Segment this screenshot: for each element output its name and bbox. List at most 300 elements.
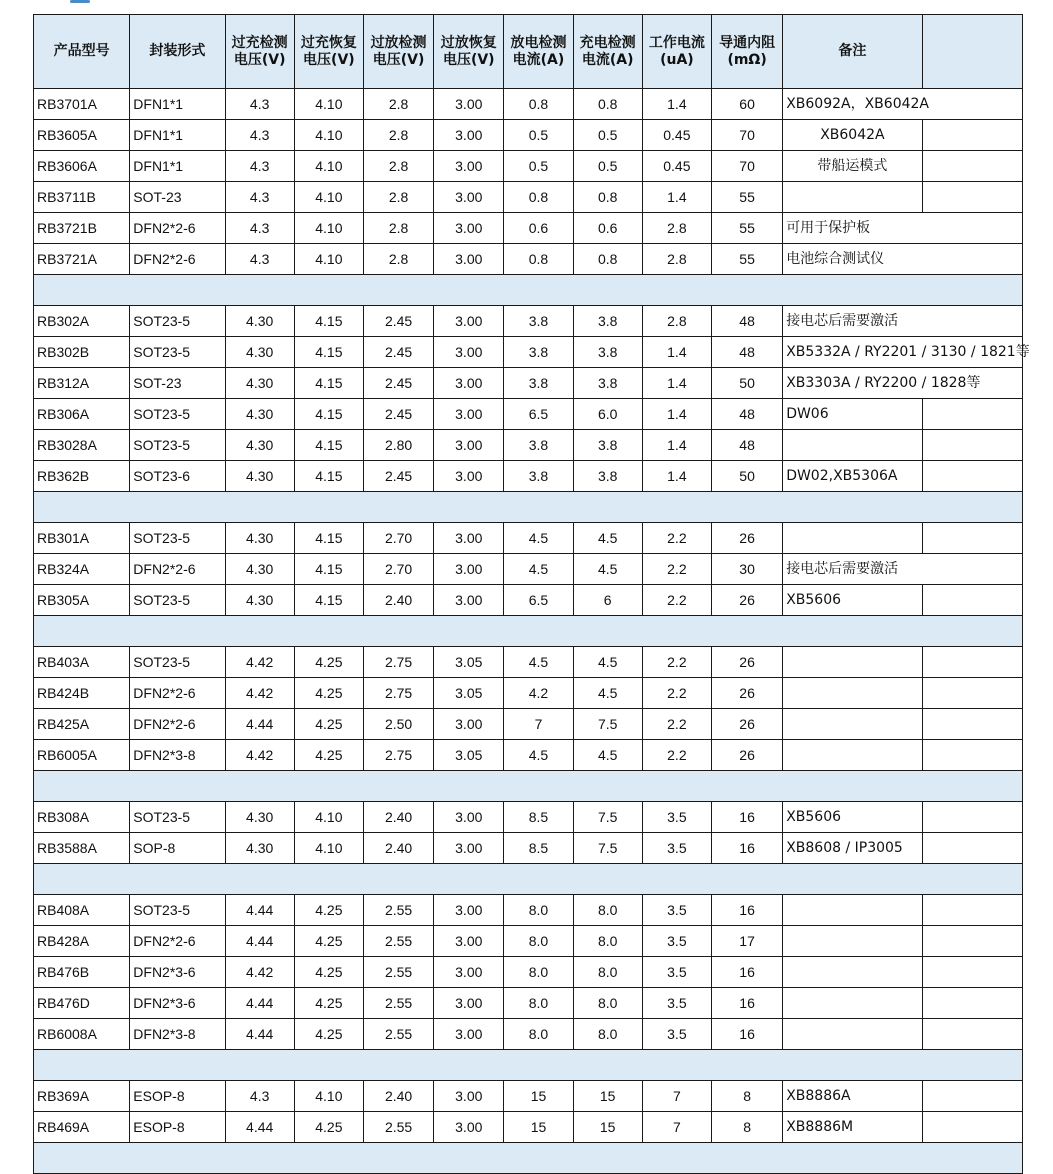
- cell-remark: XB5332A / RY2201 / 3130 / 1821等: [783, 337, 1023, 368]
- cell-package: DFN1*1: [130, 120, 225, 151]
- cell-overcharge-detect-v: 4.30: [225, 399, 294, 430]
- cell-package: ESOP-8: [130, 1081, 225, 1112]
- cell-overcharge-release-v: 4.15: [294, 461, 363, 492]
- cell-overdischarge-detect-v: 2.8: [363, 120, 433, 151]
- cell-operating-ua: 3.5: [642, 926, 711, 957]
- cell-package: SOT23-5: [130, 306, 225, 337]
- table-row: [34, 554, 1023, 585]
- cell-remark: XB8608 / IP3005: [783, 833, 922, 864]
- table-row: [34, 988, 1023, 1019]
- cell-overcharge-release-v: 4.25: [294, 1112, 363, 1143]
- cell-overcharge-detect-v: 4.44: [225, 709, 294, 740]
- cell-operating-ua: 2.2: [642, 678, 711, 709]
- cell-on-resistance: 55: [711, 182, 782, 213]
- cell-remark: [783, 1019, 922, 1050]
- cell-overcharge-detect-v: 4.44: [225, 895, 294, 926]
- cell-model: RB3588A: [34, 833, 130, 864]
- cell-overcharge-detect-v: 4.3: [225, 213, 294, 244]
- separator-cell: [34, 864, 1023, 895]
- cell-package: DFN2*3-8: [130, 740, 225, 771]
- cell-charge-detect-a: 3.8: [573, 337, 642, 368]
- col-header-overdischarge-release-voltage: 过放恢复电压(V): [434, 15, 504, 89]
- cell-remark: XB5606: [783, 802, 922, 833]
- cell-overcharge-detect-v: 4.42: [225, 957, 294, 988]
- cell-remark: 带船运模式: [783, 151, 922, 182]
- cell-on-resistance: 26: [711, 709, 782, 740]
- cell-charge-detect-a: 15: [573, 1112, 642, 1143]
- cell-overdischarge-release-v: 3.00: [434, 120, 504, 151]
- cell-overcharge-release-v: 4.25: [294, 957, 363, 988]
- protection-ic-spec-table: [33, 14, 1030, 1174]
- cell-model: RB3721A: [34, 244, 130, 275]
- cell-charge-detect-a: 0.5: [573, 120, 642, 151]
- cell-operating-ua: 1.4: [642, 337, 711, 368]
- cell-operating-ua: 2.2: [642, 554, 711, 585]
- cell-model: RB305A: [34, 585, 130, 616]
- cell-overdischarge-release-v: 3.00: [434, 151, 504, 182]
- cell-operating-ua: 7: [642, 1112, 711, 1143]
- cell-model: RB301A: [34, 523, 130, 554]
- cell-on-resistance: 55: [711, 244, 782, 275]
- cell-operating-ua: 3.5: [642, 802, 711, 833]
- cell-on-resistance: 48: [711, 430, 782, 461]
- cell-discharge-detect-a: 8.0: [504, 988, 573, 1019]
- cell-overcharge-detect-v: 4.3: [225, 1081, 294, 1112]
- cell-overcharge-detect-v: 4.30: [225, 585, 294, 616]
- cell-discharge-detect-a: 6.5: [504, 399, 573, 430]
- cell-overdischarge-release-v: 3.00: [434, 182, 504, 213]
- cell-extra: [922, 182, 1022, 213]
- cell-remark: [783, 740, 922, 771]
- col-header-discharge-detect-current: 放电检测电流(A): [504, 15, 573, 89]
- cell-overdischarge-release-v: 3.00: [434, 988, 504, 1019]
- cell-on-resistance: 16: [711, 895, 782, 926]
- cell-charge-detect-a: 7.5: [573, 802, 642, 833]
- cell-extra: [922, 120, 1022, 151]
- cell-model: RB324A: [34, 554, 130, 585]
- cell-overcharge-release-v: 4.10: [294, 120, 363, 151]
- cell-overcharge-release-v: 4.25: [294, 895, 363, 926]
- cell-operating-ua: 0.45: [642, 151, 711, 182]
- cell-discharge-detect-a: 3.8: [504, 306, 573, 337]
- cell-overcharge-release-v: 4.25: [294, 678, 363, 709]
- cell-discharge-detect-a: 0.8: [504, 244, 573, 275]
- cell-model: RB302A: [34, 306, 130, 337]
- cell-extra: [922, 988, 1022, 1019]
- cell-on-resistance: 50: [711, 368, 782, 399]
- table-row: [34, 306, 1023, 337]
- cell-model: RB312A: [34, 368, 130, 399]
- cell-discharge-detect-a: 15: [504, 1081, 573, 1112]
- cell-package: SOT23-5: [130, 895, 225, 926]
- cell-overcharge-release-v: 4.10: [294, 802, 363, 833]
- cell-overdischarge-detect-v: 2.80: [363, 430, 433, 461]
- cell-overdischarge-release-v: 3.00: [434, 585, 504, 616]
- cell-discharge-detect-a: 8.5: [504, 833, 573, 864]
- col-header-on-resistance: 导通内阻(mΩ): [711, 15, 782, 89]
- table-row: [34, 740, 1023, 771]
- cell-discharge-detect-a: 8.0: [504, 957, 573, 988]
- cell-extra: [922, 151, 1022, 182]
- cell-discharge-detect-a: 4.5: [504, 523, 573, 554]
- cell-model: RB3605A: [34, 120, 130, 151]
- cell-overcharge-detect-v: 4.30: [225, 523, 294, 554]
- cell-remark: 接电芯后需要激活: [783, 554, 1023, 585]
- cell-overdischarge-detect-v: 2.75: [363, 740, 433, 771]
- cell-extra: [922, 740, 1022, 771]
- cell-on-resistance: 50: [711, 461, 782, 492]
- cell-on-resistance: 26: [711, 523, 782, 554]
- cell-overcharge-release-v: 4.10: [294, 244, 363, 275]
- col-header-overcharge-release-voltage: 过充恢复电压(V): [294, 15, 363, 89]
- cell-extra: [922, 1081, 1022, 1112]
- cell-remark: [783, 895, 922, 926]
- cell-charge-detect-a: 0.8: [573, 244, 642, 275]
- cell-operating-ua: 2.2: [642, 709, 711, 740]
- cell-discharge-detect-a: 4.2: [504, 678, 573, 709]
- separator-cell: [34, 492, 1023, 523]
- cell-overcharge-release-v: 4.15: [294, 306, 363, 337]
- cell-overcharge-detect-v: 4.30: [225, 430, 294, 461]
- cell-remark: [783, 957, 922, 988]
- group-separator-row: [34, 1050, 1023, 1081]
- cell-operating-ua: 2.8: [642, 306, 711, 337]
- cell-overcharge-detect-v: 4.30: [225, 461, 294, 492]
- cell-overcharge-release-v: 4.25: [294, 1019, 363, 1050]
- cell-model: RB424B: [34, 678, 130, 709]
- cell-overdischarge-detect-v: 2.8: [363, 213, 433, 244]
- cell-overcharge-detect-v: 4.44: [225, 926, 294, 957]
- cell-overcharge-detect-v: 4.3: [225, 120, 294, 151]
- cell-overdischarge-release-v: 3.00: [434, 368, 504, 399]
- cell-discharge-detect-a: 4.5: [504, 647, 573, 678]
- cell-extra: [922, 1112, 1022, 1143]
- cell-overcharge-release-v: 4.10: [294, 1081, 363, 1112]
- group-separator-row: [34, 864, 1023, 895]
- cell-overdischarge-detect-v: 2.55: [363, 1019, 433, 1050]
- col-header-overdischarge-detect-voltage: 过放检测电压(V): [363, 15, 433, 89]
- cell-model: RB308A: [34, 802, 130, 833]
- cell-extra: [922, 678, 1022, 709]
- cell-discharge-detect-a: 7: [504, 709, 573, 740]
- header-row: [34, 15, 1023, 89]
- cell-package: SOT23-5: [130, 802, 225, 833]
- cell-overdischarge-release-v: 3.00: [434, 244, 504, 275]
- cell-overdischarge-release-v: 3.00: [434, 1081, 504, 1112]
- col-header-operating-current: 工作电流(uA): [642, 15, 711, 89]
- cell-charge-detect-a: 4.5: [573, 740, 642, 771]
- cell-overdischarge-detect-v: 2.40: [363, 585, 433, 616]
- cell-overcharge-detect-v: 4.44: [225, 1019, 294, 1050]
- cell-overdischarge-detect-v: 2.8: [363, 89, 433, 120]
- cell-operating-ua: 2.2: [642, 585, 711, 616]
- cell-overdischarge-detect-v: 2.55: [363, 988, 433, 1019]
- table-row: [34, 1081, 1023, 1112]
- cell-extra: [922, 957, 1022, 988]
- table-row: [34, 1019, 1023, 1050]
- cell-package: SOT-23: [130, 368, 225, 399]
- cell-extra: [922, 647, 1022, 678]
- cell-overdischarge-release-v: 3.00: [434, 399, 504, 430]
- cell-remark: DW06: [783, 399, 922, 430]
- cell-remark: XB8886A: [783, 1081, 922, 1112]
- table-row: [34, 89, 1023, 120]
- cell-discharge-detect-a: 8.0: [504, 895, 573, 926]
- cell-overdischarge-release-v: 3.00: [434, 337, 504, 368]
- cell-discharge-detect-a: 0.8: [504, 89, 573, 120]
- cell-overdischarge-detect-v: 2.8: [363, 182, 433, 213]
- cell-operating-ua: 1.4: [642, 399, 711, 430]
- cell-extra: [922, 802, 1022, 833]
- cell-charge-detect-a: 3.8: [573, 368, 642, 399]
- cell-overdischarge-detect-v: 2.40: [363, 1081, 433, 1112]
- cell-overdischarge-release-v: 3.00: [434, 306, 504, 337]
- table-row: [34, 244, 1023, 275]
- cell-charge-detect-a: 8.0: [573, 926, 642, 957]
- cell-model: RB3711B: [34, 182, 130, 213]
- cell-operating-ua: 3.5: [642, 833, 711, 864]
- col-header-package: 封装形式: [130, 15, 225, 89]
- cell-operating-ua: 1.4: [642, 461, 711, 492]
- cell-discharge-detect-a: 0.5: [504, 151, 573, 182]
- cell-operating-ua: 1.4: [642, 368, 711, 399]
- cell-overcharge-release-v: 4.15: [294, 585, 363, 616]
- cell-operating-ua: 2.2: [642, 740, 711, 771]
- cell-discharge-detect-a: 3.8: [504, 368, 573, 399]
- table-row: [34, 1112, 1023, 1143]
- cell-model: RB3606A: [34, 151, 130, 182]
- cell-charge-detect-a: 3.8: [573, 461, 642, 492]
- cell-discharge-detect-a: 0.6: [504, 213, 573, 244]
- cell-overcharge-release-v: 4.15: [294, 554, 363, 585]
- group-separator-row: [34, 616, 1023, 647]
- cell-on-resistance: 26: [711, 647, 782, 678]
- cell-remark: [783, 926, 922, 957]
- cell-remark: [783, 430, 922, 461]
- cell-on-resistance: 48: [711, 337, 782, 368]
- cell-extra: [922, 1019, 1022, 1050]
- cell-discharge-detect-a: 0.8: [504, 182, 573, 213]
- cell-overcharge-release-v: 4.10: [294, 213, 363, 244]
- cell-overcharge-release-v: 4.25: [294, 740, 363, 771]
- cell-remark: [783, 647, 922, 678]
- cell-overcharge-detect-v: 4.3: [225, 244, 294, 275]
- cell-package: SOT23-5: [130, 337, 225, 368]
- cell-overcharge-release-v: 4.15: [294, 523, 363, 554]
- cell-model: RB302B: [34, 337, 130, 368]
- cell-package: SOT-23: [130, 182, 225, 213]
- cell-discharge-detect-a: 8.0: [504, 1019, 573, 1050]
- cell-extra: [922, 399, 1022, 430]
- cell-charge-detect-a: 4.5: [573, 523, 642, 554]
- cell-package: DFN2*2-6: [130, 213, 225, 244]
- cell-charge-detect-a: 0.8: [573, 182, 642, 213]
- cell-overcharge-release-v: 4.25: [294, 647, 363, 678]
- cell-package: SOT23-5: [130, 399, 225, 430]
- cell-overdischarge-detect-v: 2.70: [363, 554, 433, 585]
- cell-overdischarge-release-v: 3.05: [434, 678, 504, 709]
- table-row: [34, 926, 1023, 957]
- cell-overdischarge-detect-v: 2.50: [363, 709, 433, 740]
- cell-overcharge-release-v: 4.15: [294, 368, 363, 399]
- cell-package: SOT23-5: [130, 585, 225, 616]
- cell-overcharge-release-v: 4.25: [294, 709, 363, 740]
- cell-model: RB425A: [34, 709, 130, 740]
- cell-overcharge-detect-v: 4.30: [225, 337, 294, 368]
- cell-charge-detect-a: 8.0: [573, 988, 642, 1019]
- cell-on-resistance: 60: [711, 89, 782, 120]
- table-row: [34, 523, 1023, 554]
- cell-overcharge-detect-v: 4.30: [225, 368, 294, 399]
- group-separator-row: [34, 492, 1023, 523]
- col-header-overcharge-detect-voltage: 过充检测电压(V): [225, 15, 294, 89]
- cell-charge-detect-a: 15: [573, 1081, 642, 1112]
- cell-on-resistance: 8: [711, 1081, 782, 1112]
- cell-model: RB476B: [34, 957, 130, 988]
- cell-overdischarge-release-v: 3.00: [434, 957, 504, 988]
- cell-remark: [783, 988, 922, 1019]
- cell-model: RB6005A: [34, 740, 130, 771]
- cell-operating-ua: 3.5: [642, 957, 711, 988]
- cell-model: RB3028A: [34, 430, 130, 461]
- cell-remark: [783, 709, 922, 740]
- cell-on-resistance: 8: [711, 1112, 782, 1143]
- cell-model: RB403A: [34, 647, 130, 678]
- cell-remark: XB6042A: [783, 120, 922, 151]
- cell-overdischarge-release-v: 3.05: [434, 740, 504, 771]
- cell-overdischarge-detect-v: 2.8: [363, 244, 433, 275]
- cell-overdischarge-detect-v: 2.55: [363, 1112, 433, 1143]
- cell-model: RB428A: [34, 926, 130, 957]
- cell-overdischarge-release-v: 3.00: [434, 1112, 504, 1143]
- cell-overcharge-release-v: 4.10: [294, 833, 363, 864]
- cell-on-resistance: 16: [711, 957, 782, 988]
- cell-remark: [783, 523, 922, 554]
- cell-package: SOT23-5: [130, 647, 225, 678]
- cell-model: RB3721B: [34, 213, 130, 244]
- cell-charge-detect-a: 4.5: [573, 678, 642, 709]
- cell-overcharge-release-v: 4.10: [294, 182, 363, 213]
- cell-overcharge-release-v: 4.15: [294, 430, 363, 461]
- cell-extra: [922, 926, 1022, 957]
- separator-cell: [34, 1050, 1023, 1081]
- cell-remark: 可用于保护板: [783, 213, 1023, 244]
- cell-overcharge-detect-v: 4.44: [225, 1112, 294, 1143]
- cell-overdischarge-release-v: 3.00: [434, 89, 504, 120]
- table-row: [34, 709, 1023, 740]
- cell-overdischarge-release-v: 3.00: [434, 1019, 504, 1050]
- table-row: [34, 461, 1023, 492]
- table-row: [34, 833, 1023, 864]
- cell-discharge-detect-a: 4.5: [504, 554, 573, 585]
- col-header-remarks: 备注: [783, 15, 922, 89]
- cell-overcharge-detect-v: 4.42: [225, 647, 294, 678]
- cell-overcharge-detect-v: 4.3: [225, 89, 294, 120]
- cell-operating-ua: 2.8: [642, 213, 711, 244]
- cell-remark: XB8886M: [783, 1112, 922, 1143]
- cell-charge-detect-a: 8.0: [573, 1019, 642, 1050]
- cell-overdischarge-release-v: 3.00: [434, 802, 504, 833]
- cell-overdischarge-release-v: 3.00: [434, 926, 504, 957]
- cell-charge-detect-a: 8.0: [573, 957, 642, 988]
- cell-remark: XB5606: [783, 585, 922, 616]
- cell-extra: [922, 709, 1022, 740]
- col-header-model: 产品型号: [34, 15, 130, 89]
- table-row: [34, 368, 1023, 399]
- cell-overcharge-release-v: 4.15: [294, 337, 363, 368]
- cell-charge-detect-a: 7.5: [573, 709, 642, 740]
- table-row: [34, 647, 1023, 678]
- cell-on-resistance: 70: [711, 120, 782, 151]
- cell-discharge-detect-a: 3.8: [504, 337, 573, 368]
- cell-on-resistance: 30: [711, 554, 782, 585]
- separator-cell: [34, 616, 1023, 647]
- cell-overcharge-detect-v: 4.30: [225, 802, 294, 833]
- cell-charge-detect-a: 8.0: [573, 895, 642, 926]
- cell-on-resistance: 16: [711, 988, 782, 1019]
- table-row: [34, 585, 1023, 616]
- cell-charge-detect-a: 4.5: [573, 554, 642, 585]
- cell-overdischarge-release-v: 3.00: [434, 213, 504, 244]
- cell-overcharge-release-v: 4.25: [294, 988, 363, 1019]
- cell-charge-detect-a: 7.5: [573, 833, 642, 864]
- cell-remark: DW02,XB5306A: [783, 461, 922, 492]
- cell-extra: [922, 585, 1022, 616]
- cell-overdischarge-detect-v: 2.45: [363, 399, 433, 430]
- cell-operating-ua: 2.2: [642, 523, 711, 554]
- cell-model: RB362B: [34, 461, 130, 492]
- cell-overdischarge-detect-v: 2.40: [363, 802, 433, 833]
- cell-remark: XB6092A，XB6042A: [783, 89, 1023, 120]
- cell-overdischarge-detect-v: 2.55: [363, 895, 433, 926]
- cell-remark: 电池综合测试仪: [783, 244, 1023, 275]
- cell-package: SOP-8: [130, 833, 225, 864]
- cell-overdischarge-release-v: 3.00: [434, 554, 504, 585]
- cell-operating-ua: 0.45: [642, 120, 711, 151]
- cell-charge-detect-a: 0.5: [573, 151, 642, 182]
- cell-overdischarge-release-v: 3.00: [434, 461, 504, 492]
- cell-overcharge-release-v: 4.10: [294, 151, 363, 182]
- cell-operating-ua: 3.5: [642, 895, 711, 926]
- cell-discharge-detect-a: 15: [504, 1112, 573, 1143]
- table-header: [34, 15, 1023, 89]
- cell-on-resistance: 26: [711, 678, 782, 709]
- cell-package: SOT23-5: [130, 523, 225, 554]
- group-separator-row: [34, 275, 1023, 306]
- separator-cell: [34, 1143, 1023, 1174]
- top-accent-mark: [70, 0, 90, 3]
- cell-charge-detect-a: 0.6: [573, 213, 642, 244]
- cell-discharge-detect-a: 3.8: [504, 461, 573, 492]
- table-row: [34, 678, 1023, 709]
- cell-overcharge-detect-v: 4.42: [225, 740, 294, 771]
- cell-extra: [922, 430, 1022, 461]
- table-row: [34, 213, 1023, 244]
- cell-remark: 接电芯后需要激活: [783, 306, 1023, 337]
- cell-overdischarge-detect-v: 2.45: [363, 461, 433, 492]
- table-row: [34, 120, 1023, 151]
- cell-remark: XB3303A / RY2200 / 1828等: [783, 368, 1023, 399]
- col-header-charge-detect-current: 充电检测电流(A): [573, 15, 642, 89]
- cell-overcharge-release-v: 4.10: [294, 89, 363, 120]
- cell-package: ESOP-8: [130, 1112, 225, 1143]
- cell-on-resistance: 48: [711, 306, 782, 337]
- cell-charge-detect-a: 3.8: [573, 430, 642, 461]
- group-separator-row: [34, 771, 1023, 802]
- cell-overdischarge-detect-v: 2.45: [363, 368, 433, 399]
- cell-package: SOT23-6: [130, 461, 225, 492]
- cell-operating-ua: 2.2: [642, 647, 711, 678]
